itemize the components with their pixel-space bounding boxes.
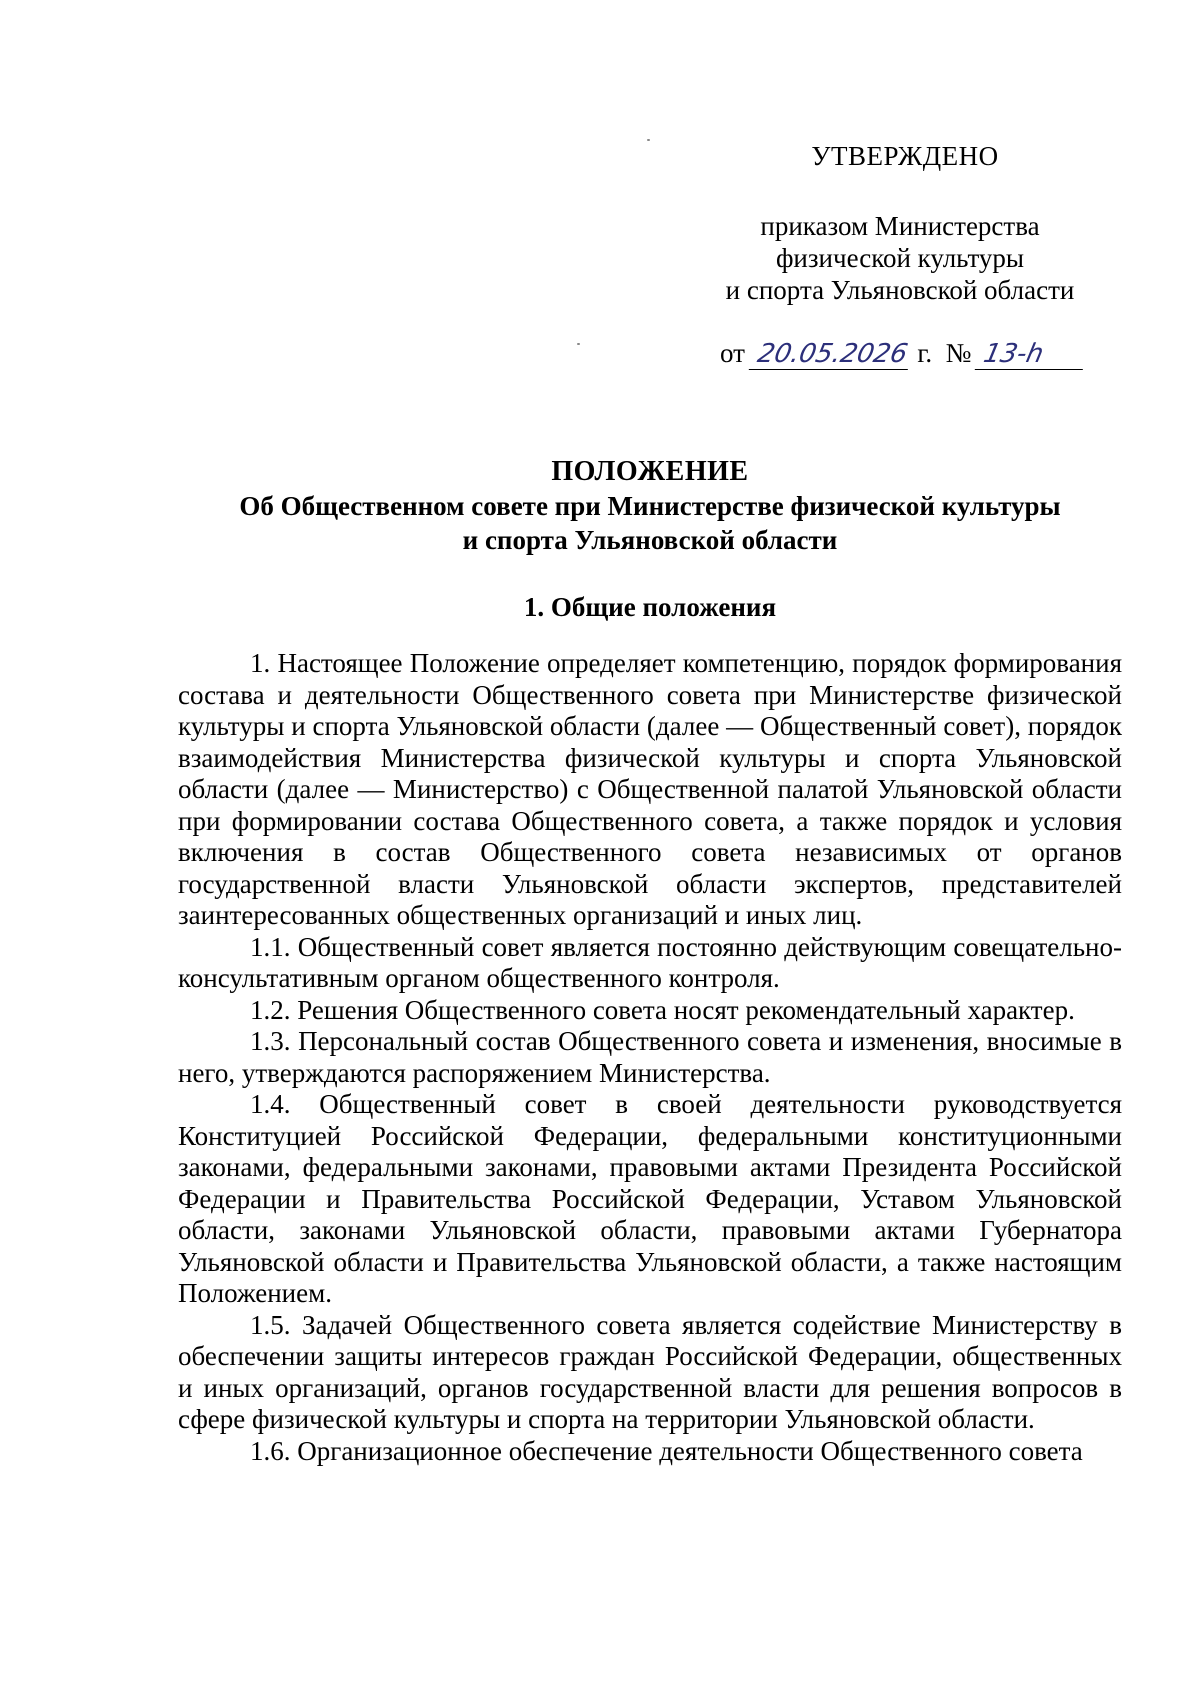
paragraph-1-6: 1.6. Организационное обеспечение деятельности Общественного совета (250, 1435, 1083, 1466)
order-date-line (720, 338, 1086, 370)
approval-order-line-3: и спорта Ульяновской области (725, 275, 1075, 305)
paragraph-1-1: 1.1. Общественный совет является постоянно действующим совещательно-консультативным органом общественного контроля. (178, 931, 1122, 993)
approval-block (690, 140, 1110, 306)
document-title (150, 455, 1150, 557)
number-sign: № (945, 338, 972, 368)
handwritten-order-number: 13-h (975, 339, 1090, 370)
scan-speck (577, 343, 580, 345)
handwritten-date: 20.05.2026 (748, 339, 913, 370)
document-title-line-3: и спорта Ульяновской области (462, 525, 838, 555)
paragraph-1-5: 1.5. Задачей Общественного совета является содействие Министерству в обеспечении защиты интересов граждан Российской Федерации, общественных и иных организаций, органов государственной власти для решения вопросов в сфере физической культуры и спорта на территории Ульяновской области. (178, 1309, 1122, 1434)
document-title-line-1: ПОЛОЖЕНИЕ (551, 456, 749, 487)
paragraph-1-4: 1.4. Общественный совет в своей деятельности руководствуется Конституцией Российской Федерации, федеральными конституционными законами, федеральными законами, правовыми актами Президента Российской Федерации и Правительства Российской Федерации, Уставом Ульяновской области, законами Ульяновской области, правовыми актами Губернатора Ульяновской области и Правительства Ульяновской области, а также настоящим Положением. (178, 1089, 1122, 1308)
document-title-line-2: Об Общественном совете при Министерстве физической культуры (239, 491, 1061, 521)
paragraph-1-3: 1.3. Персональный состав Общественного совета и изменения, вносимые в него, утверждаются распоряжением Министерства. (178, 1026, 1122, 1088)
approval-order-text (690, 210, 1110, 306)
section-heading: 1. Общие положения (523, 592, 777, 622)
scan-speck (647, 139, 650, 141)
document-body (178, 648, 1122, 1467)
approval-heading: УТВЕРЖДЕНО (811, 141, 999, 171)
year-suffix: г. (917, 338, 933, 368)
paragraph-1-2: 1.2. Решения Общественного совета носят рекомендательный характер. (250, 994, 1075, 1025)
approval-order-line-1: приказом Министерства (760, 211, 1040, 241)
paragraph-1: 1. Настоящее Положение определяет компетенцию, порядок формирования состава и деятельности Общественного совета при Министерстве физической культуры и спорта Ульяновской области (далее — Общественный совет), порядок взаимодействия Министерства физической культуры и спорта Ульяновской области (далее — Министерство) с Общественной палатой Ульяновской области при формировании состава Общественного совета, а также порядок и условия включения в состав Общественного совета независимых от органов государственной власти Ульяновской области экспертов, представителей заинтересованных общественных организаций и иных лиц. (178, 648, 1122, 930)
approval-order-line-2: физической культуры (775, 243, 1025, 273)
date-prefix: от (720, 338, 745, 368)
